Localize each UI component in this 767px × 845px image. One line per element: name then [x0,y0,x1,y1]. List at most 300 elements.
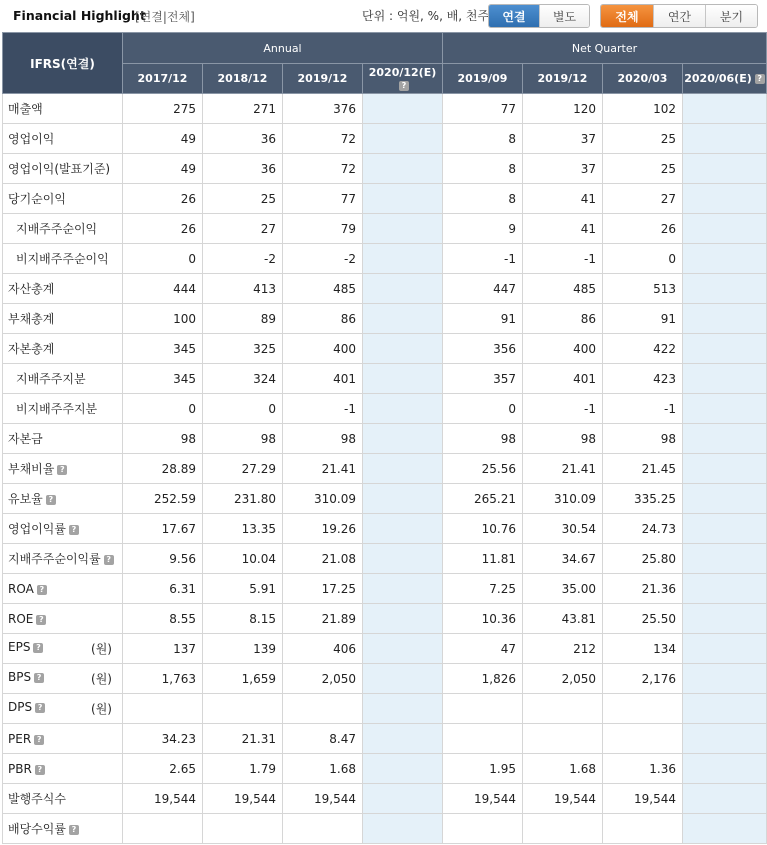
help-icon[interactable]: ? [34,735,44,745]
all-periods-button[interactable]: 전체 [601,5,653,27]
table-row [3,754,767,784]
data-cell [363,694,443,724]
table-row [3,604,767,634]
row-label-text: BPS [8,670,32,684]
row-label-text: 부채비율 [8,462,55,476]
data-cell: 17.25 [283,574,363,604]
data-cell [683,94,767,124]
data-cell: 43.81 [523,604,603,634]
row-label [3,814,123,844]
table-row [3,514,767,544]
unit-suffix: (원) [91,642,112,656]
data-cell [683,574,767,604]
row-label [3,244,123,274]
row-label-text: 지배주주순이익률 [8,552,101,566]
data-cell [363,364,443,394]
column-header [443,64,523,94]
data-cell: 21.08 [283,544,363,574]
row-label-text: 배당수익률 [8,822,66,836]
data-cell [683,274,767,304]
data-cell: 513 [603,274,683,304]
ifrs-header: IFRS(연결) [3,33,123,94]
data-cell: 102 [603,94,683,124]
data-cell: -2 [203,244,283,274]
data-cell: 5.91 [203,574,283,604]
column-header [603,64,683,94]
data-cell: 1.68 [283,754,363,784]
data-cell [363,664,443,694]
data-cell: 27 [603,184,683,214]
data-cell: 335.25 [603,484,683,514]
help-icon[interactable]: ? [37,585,47,595]
data-cell [363,94,443,124]
row-label [3,664,123,694]
row-label-text: 당기순이익 [8,192,66,206]
data-cell [363,814,443,844]
data-cell: 8 [443,184,523,214]
data-cell: 400 [283,334,363,364]
data-cell [683,724,767,754]
data-cell: 19,544 [203,784,283,814]
data-cell: 91 [603,304,683,334]
table-body [3,94,767,844]
row-label-text: 자산총계 [8,282,55,296]
data-cell: 422 [603,334,683,364]
data-cell: -1 [443,244,523,274]
data-cell: 6.31 [123,574,203,604]
data-cell: 37 [523,124,603,154]
data-cell: 98 [443,424,523,454]
column-header-label: 2019/09 [457,72,508,85]
table-row [3,184,767,214]
data-cell: 21.45 [603,454,683,484]
data-cell: 485 [523,274,603,304]
consolidation-toggle [488,4,590,28]
data-cell: 252.59 [123,484,203,514]
data-cell: 30.54 [523,514,603,544]
data-cell [443,724,523,754]
data-cell: 0 [443,394,523,424]
data-cell [683,244,767,274]
column-header [683,64,767,94]
data-cell: 271 [203,94,283,124]
data-cell: 35.00 [523,574,603,604]
data-cell: 49 [123,154,203,184]
data-cell [363,724,443,754]
data-cell: 2.65 [123,754,203,784]
column-header-label: 2017/12 [137,72,188,85]
row-label-text: 지배주주순이익 [16,222,98,236]
data-cell: 26 [123,184,203,214]
data-cell: 275 [123,94,203,124]
data-cell: 98 [203,424,283,454]
column-header-label: 2020/06(E) [684,72,752,85]
data-cell [603,814,683,844]
column-header [363,64,443,94]
data-cell: 25.56 [443,454,523,484]
row-label-text: ROA [8,581,34,596]
data-cell [363,334,443,364]
data-cell: 447 [443,274,523,304]
data-cell: 356 [443,334,523,364]
net-quarter-header: Net Quarter [443,33,767,64]
data-cell [683,424,767,454]
data-cell: 0 [123,394,203,424]
consolidated-button[interactable]: 연결 [489,5,539,27]
table-row [3,304,767,334]
data-cell: -1 [523,244,603,274]
data-cell: 485 [283,274,363,304]
help-icon[interactable]: ? [35,703,45,713]
data-cell: 27 [203,214,283,244]
row-label [3,784,123,814]
data-cell: 98 [123,424,203,454]
unit-label: 단위 : 억원, %, 배, 천주 [362,9,490,23]
period-toggle [600,4,758,28]
table-row [3,334,767,364]
data-cell [683,634,767,664]
data-cell: 1.79 [203,754,283,784]
data-cell [363,424,443,454]
row-label [3,604,123,634]
column-header-label: 2019/12 [537,72,588,85]
table-row [3,454,767,484]
row-label-text: 자본총계 [8,342,55,356]
data-cell [683,544,767,574]
data-cell [123,694,203,724]
page-title: Financial Highlight [13,8,146,23]
table-row [3,784,767,814]
table-row [3,724,767,754]
data-cell: 310.09 [283,484,363,514]
data-cell: 98 [523,424,603,454]
table-row [3,214,767,244]
row-label [3,184,123,214]
data-cell: 25 [203,184,283,214]
data-cell: -2 [283,244,363,274]
data-cell [523,814,603,844]
table-row [3,694,767,724]
row-label-text: 비지배주주지분 [16,402,98,416]
data-cell: 7.25 [443,574,523,604]
data-cell [523,694,603,724]
row-label-text: DPS [8,700,33,714]
table-row [3,814,767,844]
data-cell: 25 [603,154,683,184]
data-cell: 406 [283,634,363,664]
table-row [3,634,767,664]
row-label-text: ROE [8,611,34,626]
help-icon[interactable]: ? [33,643,43,653]
scope-label: [연결|전체] [135,10,195,24]
help-icon[interactable]: ? [104,555,114,565]
row-label-text: 부채총계 [8,312,55,326]
row-label [3,694,123,724]
row-label [3,454,123,484]
column-header [283,64,363,94]
data-cell: 8 [443,124,523,154]
data-cell: 19,544 [443,784,523,814]
help-icon[interactable]: ? [36,615,46,625]
row-label-text: 비지배주주순이익 [16,252,109,266]
data-cell: 401 [523,364,603,394]
data-cell: 444 [123,274,203,304]
row-label [3,634,123,664]
data-cell: 25 [603,124,683,154]
data-cell [683,514,767,544]
data-cell [683,184,767,214]
column-header-label: 2018/12 [217,72,268,85]
row-label [3,754,123,784]
data-cell: 11.81 [443,544,523,574]
row-label [3,364,123,394]
data-cell: 325 [203,334,283,364]
data-cell: 98 [283,424,363,454]
help-icon[interactable]: ? [34,673,44,683]
data-cell: 376 [283,94,363,124]
data-cell: 310.09 [523,484,603,514]
data-cell: 345 [123,364,203,394]
data-cell: 19,544 [603,784,683,814]
data-cell: 34.67 [523,544,603,574]
data-cell [363,214,443,244]
data-cell: 265.21 [443,484,523,514]
data-cell [363,754,443,784]
row-label-text: 지배주주지분 [16,372,86,386]
data-cell [683,304,767,334]
help-icon[interactable]: ? [69,825,79,835]
annual-header: Annual [123,33,443,64]
data-cell: 13.35 [203,514,283,544]
column-header [123,64,203,94]
data-cell: 324 [203,364,283,394]
data-cell: 89 [203,304,283,334]
data-cell [363,184,443,214]
data-cell: 8.47 [283,724,363,754]
column-header-label: 2020/03 [617,72,668,85]
unit-suffix: (원) [91,672,112,686]
row-label [3,724,123,754]
data-cell [363,634,443,664]
row-label-text: 발행주식수 [8,792,66,806]
data-cell [443,694,523,724]
data-cell [363,394,443,424]
column-header-label: 2020/12(E) [368,65,437,79]
help-icon[interactable]: ? [35,765,45,775]
data-cell: 1.36 [603,754,683,784]
data-cell: 139 [203,634,283,664]
table-row [3,94,767,124]
financial-highlight-table [2,32,767,844]
row-label-text: 자본금 [8,432,43,446]
data-cell: 2,176 [603,664,683,694]
data-cell: 8.15 [203,604,283,634]
data-cell: 36 [203,154,283,184]
data-cell [363,244,443,274]
data-cell: 100 [123,304,203,334]
help-icon[interactable]: ? [755,74,765,84]
row-label-text: 매출액 [8,102,43,116]
row-label-text: 유보율 [8,492,43,506]
row-label [3,214,123,244]
data-cell: 21.36 [603,574,683,604]
table-row [3,664,767,694]
data-cell [283,814,363,844]
table-row [3,484,767,514]
data-cell: 28.89 [123,454,203,484]
data-cell: 21.41 [283,454,363,484]
data-cell: 26 [123,214,203,244]
data-cell [603,724,683,754]
data-cell: 21.41 [523,454,603,484]
data-cell: 400 [523,334,603,364]
data-cell [523,724,603,754]
row-label [3,124,123,154]
quarterly-button[interactable]: 분기 [705,5,757,27]
row-label [3,334,123,364]
help-icon[interactable]: ? [69,525,79,535]
data-cell: 0 [203,394,283,424]
data-cell: 0 [603,244,683,274]
row-label [3,484,123,514]
row-label-text: 영업이익(발표기준) [8,162,111,176]
data-cell [363,274,443,304]
data-cell [683,364,767,394]
data-cell: 37 [523,154,603,184]
data-cell: 24.73 [603,514,683,544]
data-cell: 98 [603,424,683,454]
row-label [3,544,123,574]
data-cell: 27.29 [203,454,283,484]
data-cell: -1 [283,394,363,424]
data-cell [683,604,767,634]
data-cell: 41 [523,184,603,214]
data-cell: 19,544 [523,784,603,814]
data-cell: 21.31 [203,724,283,754]
data-cell: 49 [123,124,203,154]
data-cell [683,334,767,364]
row-label-text: 영업이익 [8,132,55,146]
annual-button[interactable]: 연간 [653,5,705,27]
row-label [3,154,123,184]
data-cell: 19.26 [283,514,363,544]
data-cell [203,694,283,724]
data-cell [683,664,767,694]
column-header [203,64,283,94]
table-row [3,274,767,304]
data-cell [363,454,443,484]
data-cell: 34.23 [123,724,203,754]
data-cell [603,694,683,724]
row-label-text: PBR [8,761,32,776]
data-cell: 36 [203,124,283,154]
data-cell [363,514,443,544]
data-cell [363,484,443,514]
data-cell: 1,763 [123,664,203,694]
data-cell: 86 [283,304,363,334]
data-cell: 423 [603,364,683,394]
data-cell: 413 [203,274,283,304]
data-cell [363,574,443,604]
data-cell [123,814,203,844]
unit-suffix: (원) [91,702,112,716]
data-cell: 91 [443,304,523,334]
table-row [3,124,767,154]
data-cell [683,214,767,244]
data-cell: 79 [283,214,363,244]
help-icon[interactable]: ? [399,81,409,91]
data-cell [203,814,283,844]
data-cell [363,124,443,154]
data-cell: 10.76 [443,514,523,544]
data-cell: 401 [283,364,363,394]
data-cell: 25.80 [603,544,683,574]
data-cell [683,124,767,154]
help-icon[interactable]: ? [46,495,56,505]
data-cell [363,784,443,814]
data-cell: 77 [283,184,363,214]
row-label-text: PER [8,731,32,746]
data-cell: 345 [123,334,203,364]
row-label [3,274,123,304]
row-label [3,514,123,544]
data-cell: 1,659 [203,664,283,694]
data-cell [683,694,767,724]
data-cell: 212 [523,634,603,664]
data-cell: 17.67 [123,514,203,544]
data-cell: 19,544 [283,784,363,814]
data-cell: 137 [123,634,203,664]
data-cell: 357 [443,364,523,394]
data-cell: 77 [443,94,523,124]
data-cell [683,784,767,814]
table-row [3,424,767,454]
data-cell: 134 [603,634,683,664]
row-label-text: EPS [8,640,31,654]
data-cell [683,814,767,844]
row-label [3,304,123,334]
table-row [3,364,767,394]
data-cell: 1,826 [443,664,523,694]
toolbar [0,0,767,32]
data-cell [683,484,767,514]
data-cell: 9 [443,214,523,244]
data-cell: 10.04 [203,544,283,574]
data-cell: 0 [123,244,203,274]
data-cell: -1 [603,394,683,424]
data-cell: 26 [603,214,683,244]
row-label [3,94,123,124]
data-cell: 47 [443,634,523,664]
data-cell [443,814,523,844]
separate-button[interactable]: 별도 [539,5,589,27]
table-row [3,394,767,424]
data-cell [283,694,363,724]
data-cell: 1.95 [443,754,523,784]
row-label-text: 영업이익률 [8,522,66,536]
table-row [3,244,767,274]
data-cell: 8.55 [123,604,203,634]
data-cell: 19,544 [123,784,203,814]
data-cell: 25.50 [603,604,683,634]
data-cell [363,544,443,574]
data-cell [363,604,443,634]
data-cell: 10.36 [443,604,523,634]
row-label [3,574,123,604]
data-cell [363,304,443,334]
table-row [3,574,767,604]
help-icon[interactable]: ? [57,465,67,475]
